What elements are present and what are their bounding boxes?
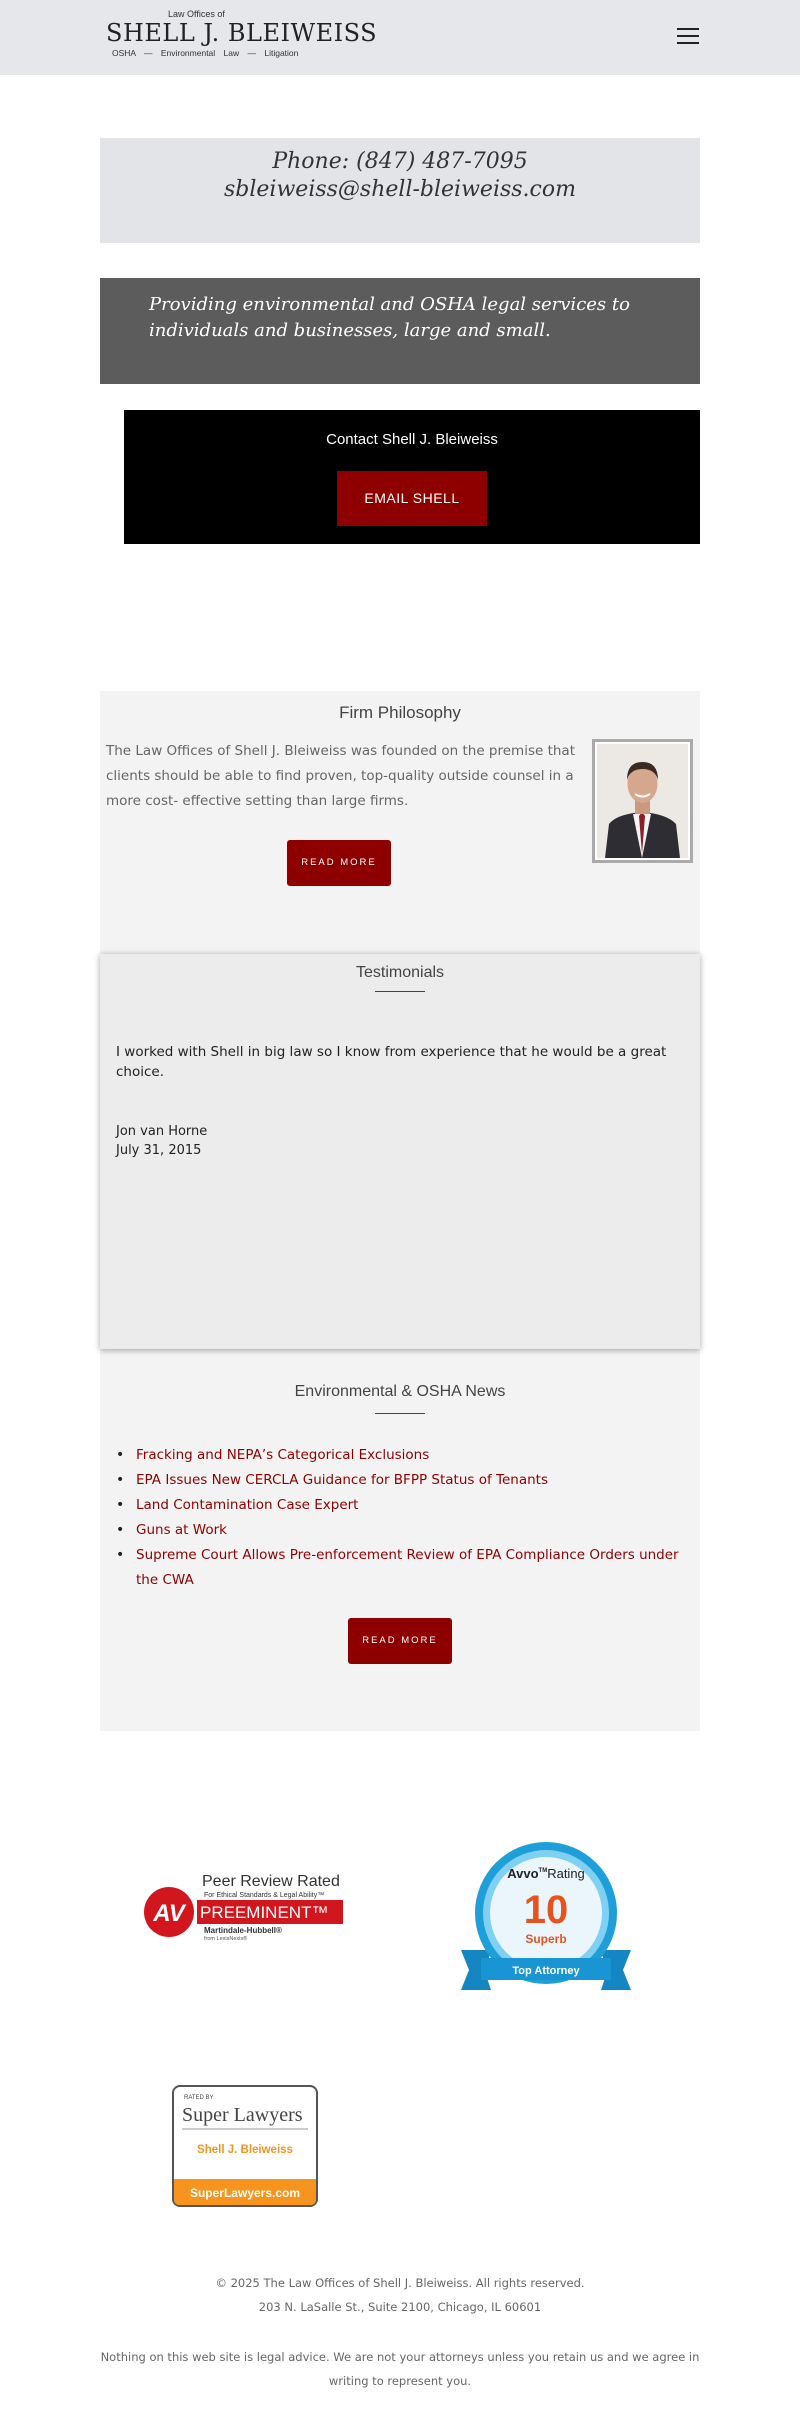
- hamburger-menu-icon[interactable]: [677, 28, 699, 46]
- news-title-underline: [375, 1413, 425, 1414]
- av-rating: PREEMINENT™: [200, 1903, 329, 1922]
- av-subtitle: For Ethical Standards & Legal Ability™: [204, 1892, 325, 1899]
- svg-text:AV: AV: [153, 1900, 185, 1927]
- news-read-more-button[interactable]: READ MORE: [348, 1618, 452, 1664]
- testimonials-title-underline: [375, 991, 425, 992]
- site-header: [0, 0, 800, 75]
- philosophy-read-more-button[interactable]: READ MORE: [287, 840, 391, 886]
- avvo-grade: Superb: [525, 1932, 567, 1946]
- news-item[interactable]: • Supreme Court Allows Pre-enforcement Review of EPA Compliance Orders under the CWA: [116, 1543, 686, 1593]
- avvo-rating-badge[interactable]: [455, 1840, 637, 1990]
- news-item[interactable]: • Guns at Work: [116, 1518, 686, 1543]
- news-list: [116, 1443, 686, 1593]
- sl-name: Shell J. Bleiweiss: [197, 2144, 293, 2156]
- testimonials-title: Testimonials: [355, 964, 445, 981]
- footer-address: 203 N. LaSalle St., Suite 2100, Chicago, IL 60601: [258, 2300, 542, 2314]
- av-preeminent-badge[interactable]: [140, 1870, 345, 1940]
- news-item[interactable]: • Land Contamination Case Expert: [116, 1493, 686, 1518]
- logo-name: SHELL J. BLEIWEISS: [106, 19, 378, 47]
- super-lawyers-badge[interactable]: [172, 2085, 318, 2207]
- testimonial-date: July 31, 2015: [116, 1143, 202, 1158]
- sl-site: SuperLawyers.com: [189, 2186, 301, 2200]
- news-item[interactable]: • Fracking and NEPA’s Categorical Exclusions: [116, 1443, 686, 1468]
- avvo-tm: TM: [538, 1868, 548, 1874]
- email-shell-button[interactable]: EMAIL SHELL: [337, 471, 487, 526]
- email-address[interactable]: sbleiweiss@shell-bleiweiss.com: [224, 177, 576, 202]
- phone-number[interactable]: Phone: (847) 487-7095: [272, 149, 528, 174]
- avvo-score: 10: [523, 1888, 569, 1932]
- avvo-ribbon: Top Attorney: [512, 1965, 580, 1977]
- logo-tagline: OSHA — Environmental Law — Litigation: [112, 48, 299, 58]
- contact-info-box: [100, 138, 700, 243]
- news-item[interactable]: • EPA Issues New CERCLA Guidance for BFPP Status of Tenants: [116, 1468, 686, 1493]
- footer-disclaimer-line1: Nothing on this web site is legal advice. We are not your attorneys unless you retain us and we agree in: [100, 2350, 700, 2364]
- contact-cta: [124, 410, 700, 544]
- av-brand: Martindale-Hubbell®: [204, 1926, 282, 1935]
- news-title: Environmental & OSHA News: [294, 1383, 506, 1400]
- testimonial-quote: I worked with Shell in big law so I know from experience that he would be a great choice.: [116, 1044, 667, 1080]
- avvo-rating-label: Rating: [547, 1866, 585, 1881]
- logo-small-text: Law Offices of: [168, 9, 225, 19]
- sl-brand: Super Lawyers: [182, 2104, 303, 2126]
- footer-copyright: © 2025 The Law Offices of Shell J. Bleiweiss. All rights reserved.: [215, 2276, 585, 2290]
- tagline-text: Providing environmental and OSHA legal services to individuals and businesses, large and small.: [149, 294, 630, 341]
- testimonials-card: [100, 954, 700, 1349]
- av-title: Peer Review Rated: [202, 1873, 340, 1890]
- sl-rated-by: RATED BY: [184, 2095, 214, 2101]
- footer-disclaimer-line2: writing to represent you.: [328, 2374, 472, 2388]
- attorney-portrait: [592, 739, 693, 863]
- av-from: from LexisNexis®: [204, 1936, 248, 1940]
- philosophy-text: The Law Offices of Shell J. Bleiweiss was founded on the premise that clients should be able to find proven, top-quality outside counsel in a more cost- effective setting than large firms.: [106, 743, 575, 809]
- cta-title: Contact Shell J. Bleiweiss: [326, 431, 498, 448]
- tagline-banner: [100, 278, 700, 384]
- testimonial-author: Jon van Horne: [116, 1124, 208, 1139]
- philosophy-title: Firm Philosophy: [339, 703, 461, 722]
- avvo-brand: Avvo: [507, 1866, 539, 1881]
